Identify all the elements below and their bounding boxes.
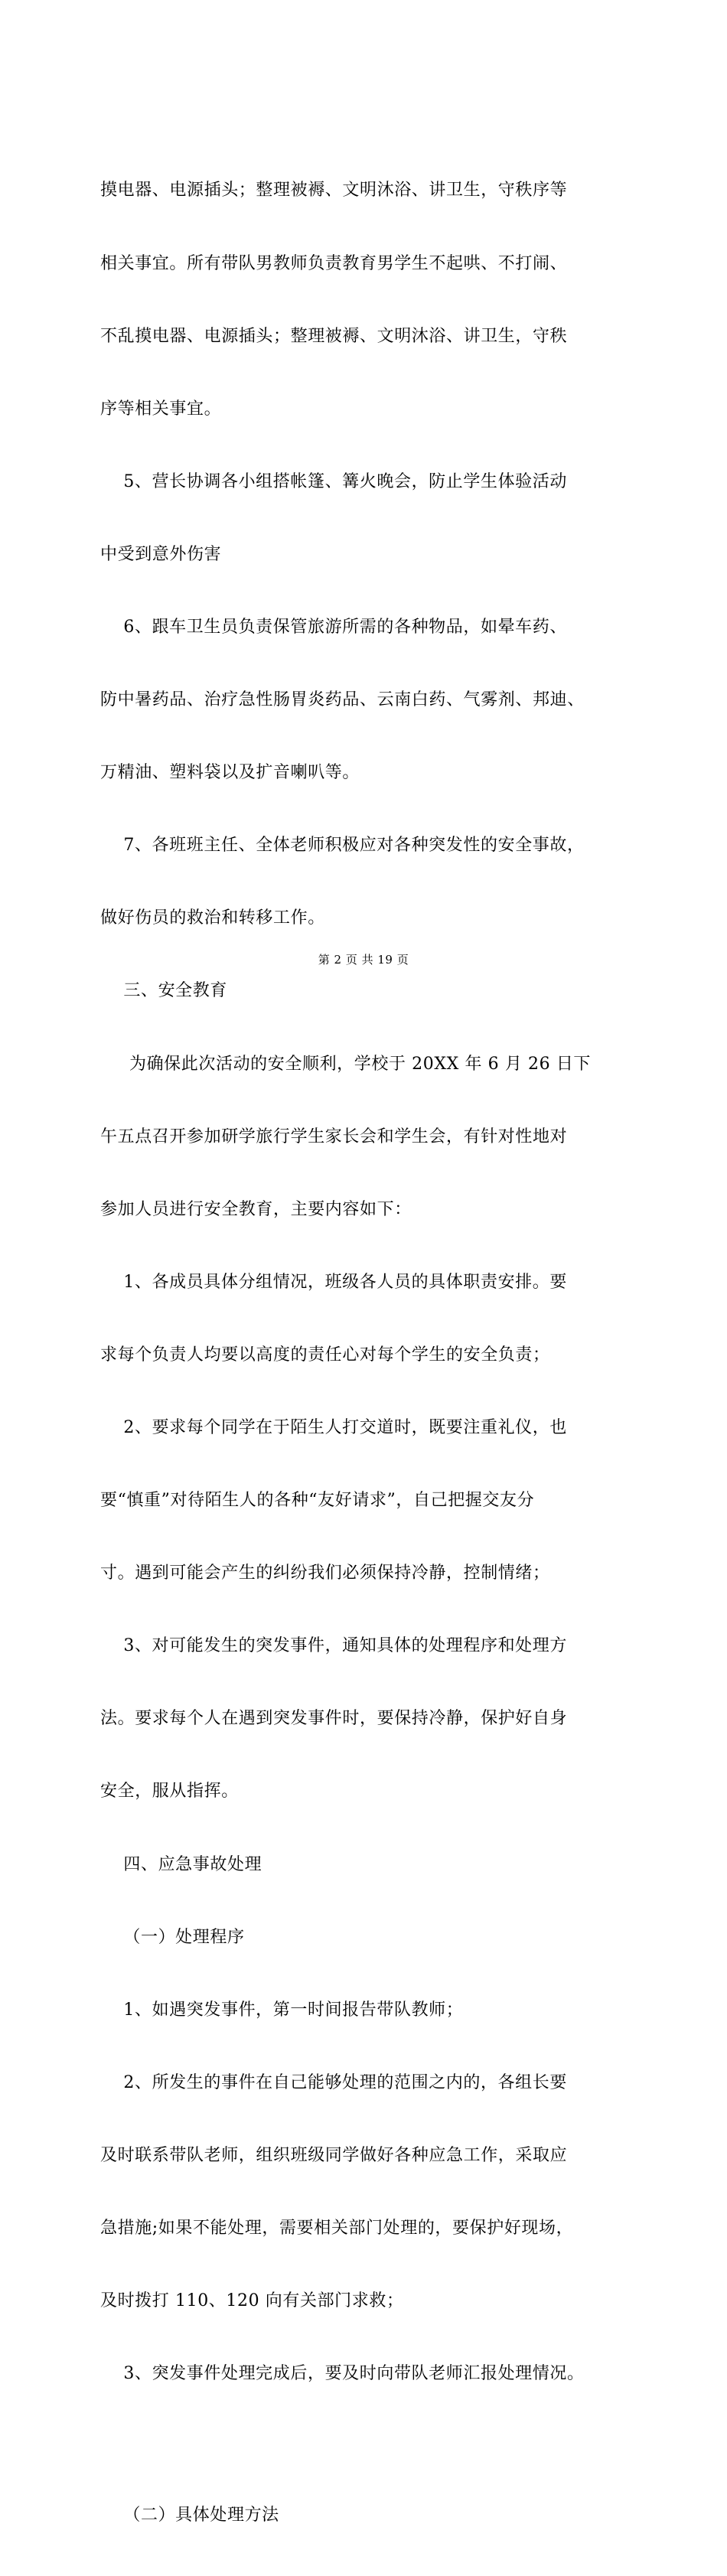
text-line: 为确保此次活动的安全顺利，学校于 20XX 年 6 月 26 日下 [100, 1054, 592, 1074]
text-line: 参加人员进行安全教育，主要内容如下： [100, 1199, 412, 1219]
text-line: 6、跟车卫生员负责保管旅游所需的各种物品，如晕车药、 [100, 617, 567, 637]
text-line: 5、营长协调各小组搭帐篷、篝火晚会，防止学生体验活动 [100, 471, 567, 491]
text-line: 序等相关事宜。 [100, 399, 222, 419]
document-body [100, 130, 651, 2576]
text-line: 2、要求每个同学在于陌生人打交道时，既要注重礼仪，也 [100, 1418, 567, 1437]
text-line: 要“慎重”对待陌生人的各种“友好请求”，自己把握交友分 [100, 1491, 535, 1511]
text-line: 3、对可能发生的突发事件，通知具体的处理程序和处理方 [100, 1636, 567, 1656]
subsection-heading: （二）具体处理方法 [100, 2505, 279, 2525]
text-line: 急措施;如果不能处理，需要相关部门处理的，要保护好现场， [100, 2219, 574, 2239]
text-line: 寸。遇到可能会产生的纠纷我们必须保持冷静，控制情绪； [100, 1564, 550, 1583]
text-line: 防中暑药品、治疗急性肠胃炎药品、云南白药、气雾剂、邦迪、 [100, 690, 585, 710]
text-line: 7、各班班主任、全体老师积极应对各种突发性的安全事故， [100, 836, 585, 856]
text-line: 1、各成员具体分组情况，班级各人员的具体职责安排。要 [100, 1272, 567, 1292]
text-line: 万精油、塑料袋以及扩音喇叭等。 [100, 763, 360, 783]
text-line: 安全，服从指挥。 [100, 1782, 239, 1802]
text-line: 相关事宜。所有带队男教师负责教育男学生不起哄、不打闹、 [100, 253, 568, 273]
paragraph-gap [100, 2434, 651, 2454]
text-line: 2、所发生的事件在自己能够处理的范围之内的，各组长要 [100, 2072, 567, 2092]
text-line: 午五点召开参加研学旅行学生家长会和学生会，有针对性地对 [100, 1127, 568, 1146]
text-line: 1、如遇突发事件，第一时间报告带队教师； [100, 2000, 464, 2020]
text-line: 及时拨打 110、120 向有关部门求救； [100, 2291, 404, 2311]
text-line: 及时联系带队老师，组织班级同学做好各种应急工作，采取应 [100, 2145, 568, 2165]
section-heading: 三、安全教育 [100, 981, 227, 1001]
page-number-label: 第 2 页 共 19 页 [318, 953, 409, 967]
page-footer [0, 952, 727, 967]
subsection-heading: （一）处理程序 [100, 1927, 245, 1947]
text-line: 3、突发事件处理完成后，要及时向带队老师汇报处理情况。 [100, 2364, 585, 2384]
text-line: 摸电器、电源插头；整理被褥、文明沐浴、讲卫生，守秩序等 [100, 181, 568, 201]
text-line: 中受到意外伤害 [100, 544, 222, 564]
section-heading: 四、应急事故处理 [100, 1854, 262, 1874]
text-line: 做好伤员的救治和转移工作。 [100, 908, 325, 928]
text-line: 法。要求每个人在遇到突发事件时，要保持冷静，保护好自身 [100, 1709, 568, 1729]
text-line: 求每个负责人均要以高度的责任心对每个学生的安全负责； [100, 1345, 550, 1365]
text-line: 不乱摸电器、电源插头；整理被褥、文明沐浴、讲卫生，守秩 [100, 326, 568, 346]
